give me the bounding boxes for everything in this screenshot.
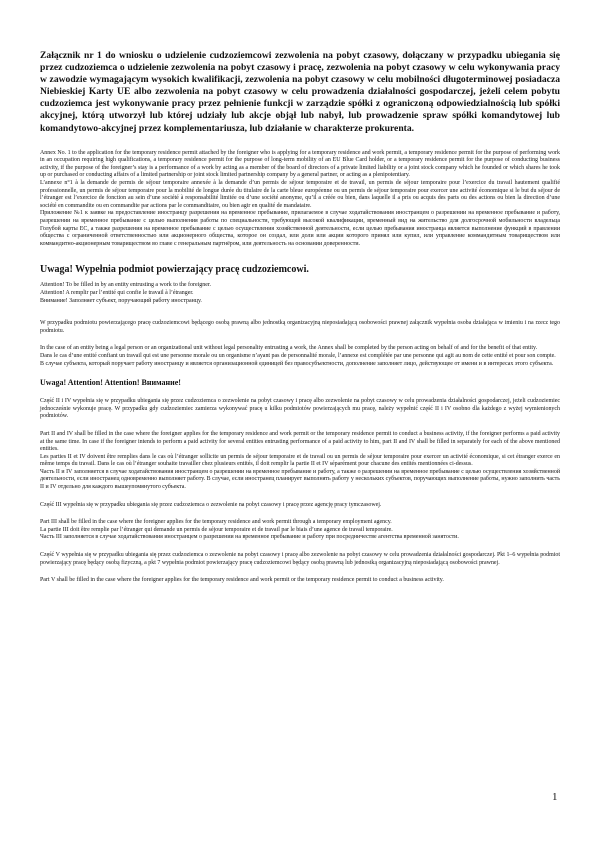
part3-translations — [40, 519, 560, 542]
entity-note-pl: W przypadku podmiotu powierzającego pracę cudzoziemcowi będącego osobą prawną albo jednostką organizacyjną nieposiadającą osobowości prawnej załącznik wypełnia osoba działająca w imieniu i na rzecz tego podmiotu. — [40, 320, 560, 334]
intro-translations — [40, 150, 560, 249]
intro-fr: L’annexe n°1 à la demande de permis de séjour temporaire annexée à la demande d’un permis de séjour temporaire et de travail, un permis de séjour temporaire pour l’exercice du travail hautement qualifié professionnelle, un permis de séjour temporaire pour la mobilité de longue durée du titulaire de la carte bleue européenne ou un permis de séjour temporaire pour exercer une activité économique si le but du séjour de l’étranger est l’exercice de fonction au sein d’une société à responsabilité limitée ou d’une société anonyme, qu’il a créée ou bien, dans laquelle il a pris ou acquis des parts ou des actions ou bien la direction d’une société en commandite ou en commandite par actions par le commanditaire, ou bien agir en qualité de mandataire. — [40, 180, 560, 209]
intro-ru: Приложение №1 к заявке на предоставление иностранцу разрешения на временное пребывание, прилагаемое в случае ходатайствования иностранцем о разрешении на временное пребывание и работу, разрешении на временное пребывание с целью выполнения работы по специальности, требующей высокой квалификации, временный вид на жительство для долгосрочной мобильности владельца Голубой карты ЕС, а также разрешения на временное пребывание с целью осуществления хозяйственной деятельности, если целью пребывания иностранца является выполнение функций в правлении общества с ограниченной ответственностью или акционерного общества, которое он создал, или доли или акции которого принял или купил, или управление коммандитным товариществом или коммандитно-акционерным товариществом во главе с генеральным партнёром, или деятельность на основании доверенности. — [40, 210, 560, 247]
attention-subheading: Uwaga! Attention! Attention! Внимание! — [40, 378, 181, 388]
part2-note-pl: Część II i IV wypełnia się w przypadku ubiegania się przez cudzoziemca o zezwolenie na pobyt czasowy i pracę albo zezwolenie na pobyt czasowy w celu prowadzenia działalności gospodarczej, jeżeli cudzoziemiec jednocześnie wykonuje pracę. W przypadku gdy cudzoziemiec zamierza wykonywać pracę u kilku podmiotów powierzających mu pracę, należy wypełnić część II i IV osobno dla każdego z wyżej wymienionych podmiotów. — [40, 398, 560, 420]
part2-note-en: Part II and IV shall be filled in the case where the foreigner applies for the temporary residence and work permit or the temporary residence permit to conduct a business activity, if the foreigner performs a paid activity at the same time. In case if the foreigner intends to perform a paid activity for several entities entrusting performance of a paid activity to him, part II and IV shall be filled in separately for each of the above mentioned entities. — [40, 430, 560, 453]
part3-note-fr: La partie III doit être remplie par l’étranger qui demande un permis de séjour temporaire et de travail par le biais d’une agence de travail temporaire. — [40, 526, 393, 533]
part3-note-ru: Часть III заполняется в случае ходатайствования иностранцем о разрешении на временное пребывание и работу при посредничестве агентства временной занятости. — [40, 534, 459, 541]
entity-note-fr: Dans le cas d’une entité confiant un travail qui est une personne morale ou un organisme n’ayant pas de personnalité morale, l’annexe est complétée par une personne qui agit au nom de cette entité et pour son compte. — [40, 352, 556, 359]
part3-note-pl: Część III wypełnia się w przypadku ubiegania się przez cudzoziemca o zezwolenie na pobyt czasowy i pracę przez agencję pracy tymczasowej. — [40, 501, 382, 508]
intro-en: Annex No. 1 to the application for the temporary residence permit attached by the foreigner who is applying for a temporary residence and work permit, a temporary residence permit for the purpose of performing work in an occupation requiring high qualifications, a temporary residence permit for the purpose of long-term mobility of an EU Blue Card holder, or a temporary residence permit for the purpose of conducting business activity, if the purpose of the foreigner’s stay is a performance of a work by acting as a member of the board of directors of a private limited liability or a joint stock company which he founded or which shares he took up or purchased or conducting affairs of a limited partnership or joint stock limited partnership company by a general partner, or acting as a plenipotentiary. — [40, 149, 560, 179]
entity-note-ru: В случае субъекта, который поручает работу иностранцу и является организационной единицей без правосубъектности, дополнение заполняет лицо, действующее от имени и в интересах этого субъекта. — [40, 360, 554, 367]
section-heading: Uwaga! Wypełnia podmiot powierzający pracę cudzoziemcowi. — [40, 264, 309, 276]
attention-notes — [40, 282, 560, 305]
attention-ru: Внимание! Заполняет субъект, поручающий работу иностранцу. — [40, 297, 202, 304]
attention-en: Attention! To be filled in by an entity entrusting a work to the foreigner. — [40, 282, 211, 289]
part3-note-en: Part III shall be filled in the case where the foreigner applies for the temporary residence and work permit through a temporary employment agency. — [40, 519, 392, 526]
entity-note-en: In the case of an entity being a legal person or an organizational unit without legal personality entrusting a work, the Annex shall be completed by the person acting on behalf of and for the benefit of that entity. — [40, 345, 538, 352]
document-body — [40, 50, 560, 585]
part2-note-fr: Les parties II et IV doivent être remplies dans le cas où l’étranger sollicite un permis de séjour temporaire et de travail ou un permis de séjour temporaire pour exercer un activité économique, si cet étranger exerce en même temps du travail. Dans le cas où l’étranger souhaite travailler chez plusieurs entités, il doit remplir la partie II et IV séparément pour chacune des entités mentionnées ci-dessus. — [40, 453, 560, 468]
part2-note-ru: Часть II и IV заполняется в случае ходатайствования иностранцем о разрешении на временное пребывание и работу, а также о разрешении на временное пребывание с целью осуществления хозяйственной деятельности, если иностранец одновременно выполняет работу. В случае, если иностранец планирует выполнять работу у нескольких субъектов, поручающих выполнение работы, нужно заполнить часть II и IV отдельно для каждого вышеупомянутого субъекта. — [40, 468, 560, 491]
document-title: Załącznik nr 1 do wniosku o udzielenie cudzoziemcowi zezwolenia na pobyt czasowy, dołączany w przypadku ubiegania się przez cudzoziemca o udzielenie zezwolenia na pobyt czasowy i pracę, zezwolenia na pobyt czasowy w celu wykonywania pracy w zawodzie wymagającym wysokich kwalifikacji, zezwolenia na pobyt czasowy w celu mobilności długoterminowej posiadacza Niebieskiej Karty UE albo zezwolenia na pobyt czasowy w celu prowadzenia działalności gospodarczej, jeżeli celem pobytu cudzoziemca jest wykonywanie pracy przez pełnienie funkcji w zarządzie spółki z ograniczoną odpowiedzialnością lub spółki akcyjnej, którą utworzył lub której udziały lub akcje objął lub nabył, lub prowadzenie spraw spółki komandytowej lub komandytowo-akcyjnej przez komplementariusza, lub działanie w charakterze prokurenta. — [40, 50, 560, 134]
entity-note-translations — [40, 345, 560, 368]
page-number: 1 — [552, 791, 558, 803]
part5-note-pl: Część V wypełnia się w przypadku ubiegania się przez cudzoziemca o zezwolenie na pobyt czasowy i pracę albo zezwolenie na pobyt czasowy w celu prowadzenia działalności gospodarczej. Pkt 1–6 wypełnia podmiot powierzający pracę będący osobą fizyczną, a pkt 7 wypełnia podmiot powierzający pracę cudzoziemcowi będący osobą prawną lub jednostką organizacyjną nieposiadającą osobowości prawnej. — [40, 552, 560, 566]
part2-translations — [40, 431, 560, 492]
attention-fr: Attention! A remplir par l’entité qui confie le travail à l’étranger. — [40, 289, 194, 296]
part5-note-en: Part V shall be filled in the case where the foreigner applies for the temporary residence and work permit or the temporary residence permit to conduct a business activity. — [40, 577, 444, 584]
